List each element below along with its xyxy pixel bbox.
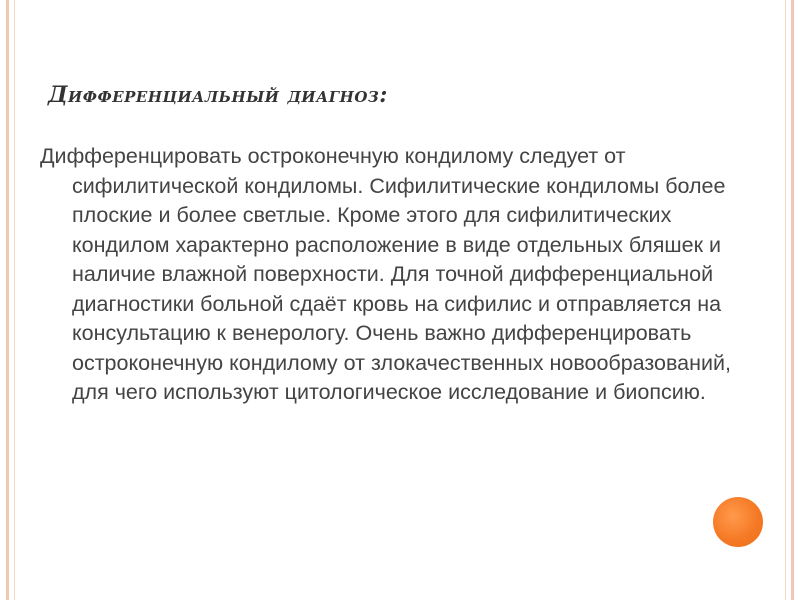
- slide-title: Дифференциальный диагноз:: [48, 82, 388, 108]
- left-frame-inner-line: [14, 0, 15, 600]
- slide-body-text: Дифференцировать остроконечную кондилому следует от сифилитической кондиломы. Сифилитические кондиломы более плоские и более светлые. Кроме этого для сифилитических кондилом характерно расположение в виде отдельных бляшек и наличие влажной поверхности. Для точной дифференциальной диагностики больной сдаёт кровь на сифилис и отправляется на консультацию к венерологу. Очень важно дифференцировать остроконечную кондилому от злокачественных новообразований, для чего используют цитологическое исследование и биопсию.: [40, 144, 731, 404]
- left-frame-line: [6, 0, 9, 600]
- right-frame-inner-line: [785, 0, 786, 600]
- orange-circle-decoration: [713, 497, 763, 547]
- right-frame-line: [791, 0, 794, 600]
